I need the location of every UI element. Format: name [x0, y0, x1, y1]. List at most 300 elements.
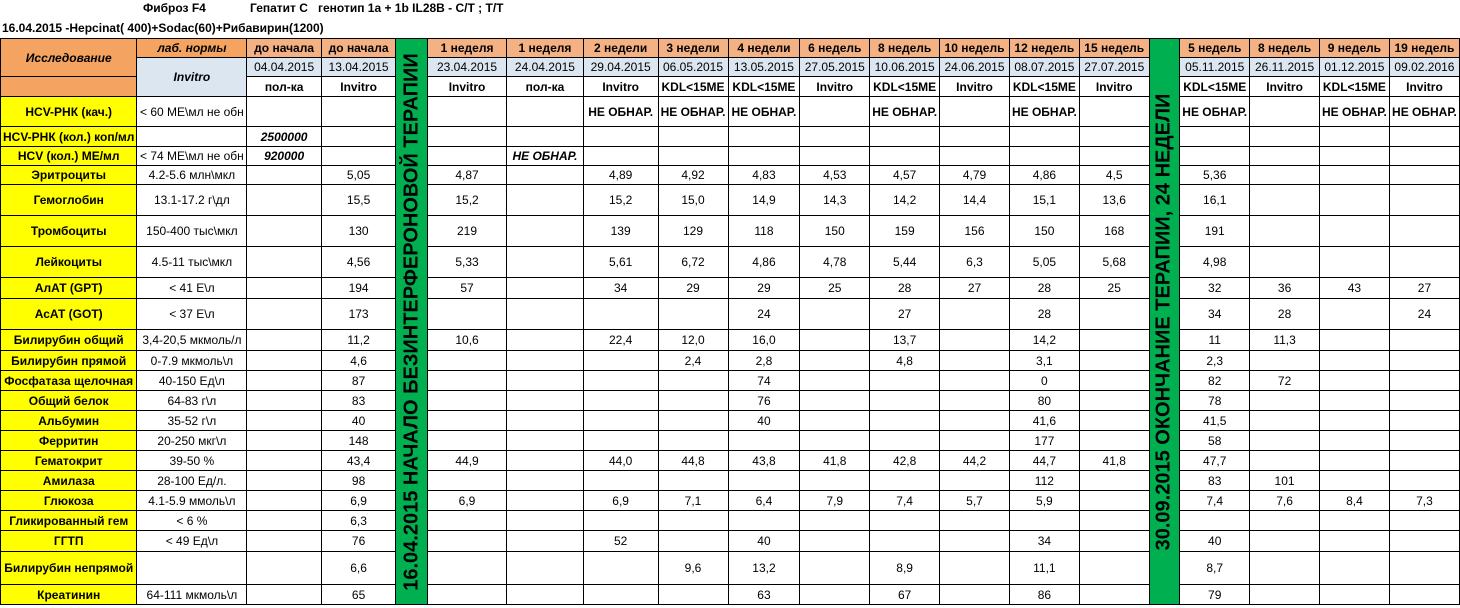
value-cell: [940, 471, 1010, 491]
value-cell: [940, 391, 1010, 411]
value-cell: 83: [321, 391, 395, 411]
value-cell: 57: [427, 278, 506, 299]
value-cell: 29: [728, 278, 800, 299]
value-cell: [321, 97, 395, 127]
lab-header: Invitro: [583, 77, 658, 97]
value-cell: [1250, 511, 1320, 531]
row-norm: < 37 Е\л: [137, 299, 247, 330]
value-cell: [1389, 451, 1459, 471]
value-cell: [1250, 166, 1320, 185]
value-cell: [658, 299, 728, 330]
value-cell: 4,83: [728, 166, 800, 185]
value-cell: [940, 531, 1010, 552]
value-cell: 34: [583, 278, 658, 299]
date-header: 29.04.2015: [583, 58, 658, 77]
value-cell: [800, 371, 870, 391]
value-cell: [1079, 471, 1149, 491]
lab-header: Invitro: [427, 77, 506, 97]
value-cell: [800, 97, 870, 127]
value-cell: [1319, 299, 1389, 330]
value-cell: 168: [1079, 216, 1149, 247]
value-cell: [1079, 531, 1149, 552]
value-cell: 5,9: [1009, 491, 1079, 511]
value-cell: [800, 411, 870, 431]
value-cell: [870, 147, 940, 166]
value-cell: 5,05: [321, 166, 395, 185]
therapy-start-label: 16.04.2015 НАЧАЛО БЕЗИНТЕРФЕРОНОВОЙ ТЕРАПИИ: [400, 52, 423, 591]
value-cell: [870, 411, 940, 431]
value-cell: [1079, 147, 1149, 166]
value-cell: [1079, 585, 1149, 605]
value-cell: [1319, 127, 1389, 147]
therapy-end-label: 30.09.2015 ОКОНЧАНИЕ ТЕРАПИИ, 24 НЕДЕЛИ: [1152, 93, 1175, 550]
value-cell: [940, 299, 1010, 330]
value-cell: [1319, 531, 1389, 552]
value-cell: 41,8: [1079, 451, 1149, 471]
value-cell: НЕ ОБНАР.: [1180, 97, 1250, 127]
therapy-start-band: [396, 39, 428, 605]
value-cell: [1180, 147, 1250, 166]
value-cell: 118: [728, 216, 800, 247]
value-cell: 16,1: [1180, 185, 1250, 216]
value-cell: 6,9: [427, 491, 506, 511]
value-cell: 219: [427, 216, 506, 247]
value-cell: НЕ ОБНАР.: [1009, 97, 1079, 127]
value-cell: 58: [1180, 431, 1250, 451]
value-cell: [1180, 127, 1250, 147]
value-cell: 47,7: [1180, 451, 1250, 471]
value-cell: [247, 330, 321, 351]
value-cell: [728, 471, 800, 491]
period-header: 2 недели: [583, 39, 658, 58]
row-label: Амилаза: [1, 471, 137, 491]
date-header: 24.06.2015: [940, 58, 1010, 77]
row-norm: < 74 МЕ\мл не обн: [137, 147, 247, 166]
value-cell: [658, 391, 728, 411]
value-cell: 173: [321, 299, 395, 330]
value-cell: [427, 531, 506, 552]
value-cell: 10,6: [427, 330, 506, 351]
value-cell: 16,0: [728, 330, 800, 351]
value-cell: 4,5: [1079, 166, 1149, 185]
value-cell: [940, 585, 1010, 605]
value-cell: [1389, 552, 1459, 585]
value-cell: [507, 531, 584, 552]
value-cell: 6,6: [321, 552, 395, 585]
value-cell: [583, 299, 658, 330]
date-header: 24.04.2015: [507, 58, 584, 77]
value-cell: [507, 330, 584, 351]
value-cell: 139: [583, 216, 658, 247]
value-cell: [1250, 552, 1320, 585]
period-header: 3 недели: [658, 39, 728, 58]
value-cell: 6,4: [728, 491, 800, 511]
value-cell: [940, 552, 1010, 585]
date-header: 27.07.2015: [1079, 58, 1149, 77]
value-cell: 129: [658, 216, 728, 247]
value-cell: 52: [583, 531, 658, 552]
value-cell: [427, 97, 506, 127]
value-cell: [507, 97, 584, 127]
value-cell: [940, 330, 1010, 351]
value-cell: 2500000: [247, 127, 321, 147]
value-cell: 87: [321, 371, 395, 391]
row-norm: 0-7.9 мкмоль\л: [137, 351, 247, 371]
value-cell: 15,5: [321, 185, 395, 216]
value-cell: 25: [800, 278, 870, 299]
value-cell: [583, 391, 658, 411]
value-cell: [507, 216, 584, 247]
value-cell: [1250, 391, 1320, 411]
row-norm: 3,4-20,5 мкмоль/л: [137, 330, 247, 351]
value-cell: [507, 491, 584, 511]
row-label: Лейкоциты: [1, 247, 137, 278]
row-label: ГГТП: [1, 531, 137, 552]
period-header: 1 неделя: [427, 39, 506, 58]
value-cell: 40: [728, 531, 800, 552]
value-cell: 41,8: [800, 451, 870, 471]
value-cell: 24: [728, 299, 800, 330]
header-genotype: генотип 1a + 1b IL28B - C/T ; T/T: [318, 1, 504, 15]
value-cell: [1079, 351, 1149, 371]
value-cell: [1319, 166, 1389, 185]
value-cell: [427, 371, 506, 391]
value-cell: [1389, 147, 1459, 166]
value-cell: [247, 491, 321, 511]
row-label: Гемоглобин: [1, 185, 137, 216]
value-cell: [427, 299, 506, 330]
period-header: 8 недель: [870, 39, 940, 58]
value-cell: 14,3: [800, 185, 870, 216]
value-cell: [1319, 351, 1389, 371]
value-cell: [800, 391, 870, 411]
value-cell: 14,2: [1009, 330, 1079, 351]
value-cell: [1079, 330, 1149, 351]
date-header: 13.05.2015: [728, 58, 800, 77]
value-cell: 40: [728, 411, 800, 431]
value-cell: 40: [1180, 531, 1250, 552]
value-cell: 67: [870, 585, 940, 605]
value-cell: 5,05: [1009, 247, 1079, 278]
row-norm: 4.2-5.6 млн\мкл: [137, 166, 247, 185]
value-cell: [583, 552, 658, 585]
value-cell: [247, 278, 321, 299]
value-cell: 44,9: [427, 451, 506, 471]
value-cell: НЕ ОБНАР.: [1319, 97, 1389, 127]
value-cell: 159: [870, 216, 940, 247]
value-cell: [1389, 391, 1459, 411]
value-cell: 5,33: [427, 247, 506, 278]
value-cell: [1250, 431, 1320, 451]
value-cell: 43,4: [321, 451, 395, 471]
value-cell: [1079, 371, 1149, 391]
value-cell: 7,4: [1180, 491, 1250, 511]
value-cell: 63: [728, 585, 800, 605]
value-cell: [1250, 247, 1320, 278]
value-cell: 7,3: [1389, 491, 1459, 511]
value-cell: [1389, 166, 1459, 185]
row-label: Билирубин общий: [1, 330, 137, 351]
value-cell: 15,2: [583, 185, 658, 216]
date-header: 05.11.2015: [1180, 58, 1250, 77]
value-cell: 8,7: [1180, 552, 1250, 585]
value-cell: 44,2: [940, 451, 1010, 471]
value-cell: 6,3: [940, 247, 1010, 278]
lab-header: Invitro: [1079, 77, 1149, 97]
value-cell: [507, 411, 584, 431]
row-norm: 39-50 %: [137, 451, 247, 471]
value-cell: 15,0: [658, 185, 728, 216]
row-norm: < 60 МЕ\мл не обн: [137, 97, 247, 127]
value-cell: [247, 391, 321, 411]
value-cell: [1389, 371, 1459, 391]
value-cell: 12,0: [658, 330, 728, 351]
value-cell: [507, 391, 584, 411]
row-norm: 13.1-17.2 г\дл: [137, 185, 247, 216]
period-header: до начала: [247, 39, 321, 58]
value-cell: [728, 147, 800, 166]
value-cell: 4,92: [658, 166, 728, 185]
value-cell: [247, 471, 321, 491]
value-cell: [800, 552, 870, 585]
value-cell: [1250, 451, 1320, 471]
lab-header: KDL<15ME: [1180, 77, 1250, 97]
period-header: 12 недель: [1009, 39, 1079, 58]
value-cell: 101: [1250, 471, 1320, 491]
value-cell: [1250, 585, 1320, 605]
value-cell: [1319, 471, 1389, 491]
value-cell: [1250, 531, 1320, 552]
value-cell: [658, 431, 728, 451]
row-label: HCV-РНК (кол.) коп/мл: [1, 127, 137, 147]
value-cell: [1009, 511, 1079, 531]
row-norm: [137, 552, 247, 585]
row-label: АсАТ (GOT): [1, 299, 137, 330]
value-cell: 112: [1009, 471, 1079, 491]
date-header: 23.04.2015: [427, 58, 506, 77]
value-cell: 4,78: [800, 247, 870, 278]
value-cell: [870, 127, 940, 147]
value-cell: [800, 299, 870, 330]
period-header: 6 недель: [800, 39, 870, 58]
value-cell: [800, 511, 870, 531]
value-cell: 28: [1250, 299, 1320, 330]
date-header: 06.05.2015: [658, 58, 728, 77]
value-cell: 13,6: [1079, 185, 1149, 216]
row-norm: < 41 Е\л: [137, 278, 247, 299]
value-cell: [1319, 185, 1389, 216]
value-cell: [507, 585, 584, 605]
invitro-header: Invitro: [137, 58, 247, 97]
value-cell: [247, 166, 321, 185]
value-cell: [1389, 127, 1459, 147]
value-cell: [1389, 431, 1459, 451]
value-cell: 14,9: [728, 185, 800, 216]
value-cell: НЕ ОБНАР.: [870, 97, 940, 127]
value-cell: 44,8: [658, 451, 728, 471]
row-label: Глюкоза: [1, 491, 137, 511]
value-cell: 4,89: [583, 166, 658, 185]
value-cell: 79: [1180, 585, 1250, 605]
value-cell: 41,5: [1180, 411, 1250, 431]
value-cell: [583, 411, 658, 431]
value-cell: 32: [1180, 278, 1250, 299]
value-cell: [583, 147, 658, 166]
row-label: Билирубин прямой: [1, 351, 137, 371]
value-cell: 72: [1250, 371, 1320, 391]
value-cell: [1319, 371, 1389, 391]
row-norm: 40-150 Ед\л: [137, 371, 247, 391]
value-cell: [1250, 185, 1320, 216]
value-cell: [507, 247, 584, 278]
value-cell: 6,9: [583, 491, 658, 511]
lab-header: Invitro: [321, 77, 395, 97]
value-cell: [1389, 351, 1459, 371]
value-cell: [658, 147, 728, 166]
value-cell: НЕ ОБНАР.: [728, 97, 800, 127]
row-norm: 28-100 Ед/л.: [137, 471, 247, 491]
value-cell: [1319, 552, 1389, 585]
value-cell: 36: [1250, 278, 1320, 299]
lab-header: KDL<15ME: [870, 77, 940, 97]
value-cell: [658, 585, 728, 605]
value-cell: [1180, 511, 1250, 531]
value-cell: [1389, 216, 1459, 247]
value-cell: 5,36: [1180, 166, 1250, 185]
value-cell: 80: [1009, 391, 1079, 411]
value-cell: [1250, 147, 1320, 166]
value-cell: 78: [1180, 391, 1250, 411]
value-cell: 4,79: [940, 166, 1010, 185]
header-therapy: 16.04.2015 -Hepcinat( 400)+Sodac(60)+Рибавирин(1200): [2, 21, 324, 35]
value-cell: [1250, 411, 1320, 431]
row-label: Гематокрит: [1, 451, 137, 471]
value-cell: 76: [321, 531, 395, 552]
value-cell: [1079, 97, 1149, 127]
value-cell: [870, 431, 940, 451]
value-cell: [658, 511, 728, 531]
lab-header: Invitro: [1250, 77, 1320, 97]
row-norm: 64-83 г\л: [137, 391, 247, 411]
value-cell: 98: [321, 471, 395, 491]
value-cell: [1250, 127, 1320, 147]
value-cell: [940, 431, 1010, 451]
value-cell: [583, 127, 658, 147]
value-cell: [1250, 351, 1320, 371]
row-norm: 35-52 г\л: [137, 411, 247, 431]
lab-header: Invitro: [940, 77, 1010, 97]
value-cell: [583, 471, 658, 491]
value-cell: [1389, 185, 1459, 216]
value-cell: [1009, 147, 1079, 166]
value-cell: [800, 431, 870, 451]
value-cell: 28: [1009, 299, 1079, 330]
value-cell: [247, 299, 321, 330]
value-cell: 11: [1180, 330, 1250, 351]
value-cell: 22,4: [583, 330, 658, 351]
value-cell: 194: [321, 278, 395, 299]
row-norm: 4.1-5.9 ммоль\л: [137, 491, 247, 511]
value-cell: 5,68: [1079, 247, 1149, 278]
value-cell: [940, 371, 1010, 391]
value-cell: 13,2: [728, 552, 800, 585]
value-cell: [940, 411, 1010, 431]
value-cell: [247, 351, 321, 371]
value-cell: [1389, 247, 1459, 278]
value-cell: 3,1: [1009, 351, 1079, 371]
lab-header: пол-ка: [507, 77, 584, 97]
row-label: Гликированный гем: [1, 511, 137, 531]
value-cell: [247, 431, 321, 451]
lab-header: пол-ка: [247, 77, 321, 97]
row-label: Фосфатаза щелочная: [1, 371, 137, 391]
value-cell: [658, 371, 728, 391]
value-cell: [1079, 391, 1149, 411]
study-header-bottom: [1, 77, 137, 97]
lab-header: KDL<15ME: [658, 77, 728, 97]
value-cell: 150: [800, 216, 870, 247]
value-cell: [800, 531, 870, 552]
period-header: 9 недель: [1319, 39, 1389, 58]
value-cell: [1079, 552, 1149, 585]
lab-header: KDL<15ME: [1009, 77, 1079, 97]
value-cell: [247, 97, 321, 127]
value-cell: 44,7: [1009, 451, 1079, 471]
value-cell: [940, 97, 1010, 127]
period-header: 8 недель: [1250, 39, 1320, 58]
value-cell: 4,87: [427, 166, 506, 185]
row-norm: 150-400 тыс\мкл: [137, 216, 247, 247]
value-cell: 177: [1009, 431, 1079, 451]
value-cell: 28: [870, 278, 940, 299]
value-cell: 25: [1079, 278, 1149, 299]
value-cell: 5,44: [870, 247, 940, 278]
value-cell: [1009, 127, 1079, 147]
value-cell: 11,3: [1250, 330, 1320, 351]
value-cell: [800, 127, 870, 147]
row-norm: < 49 Ед\л: [137, 531, 247, 552]
value-cell: [870, 371, 940, 391]
value-cell: [1389, 585, 1459, 605]
value-cell: 41,6: [1009, 411, 1079, 431]
row-norm: [137, 127, 247, 147]
period-header: 5 недель: [1180, 39, 1250, 58]
value-cell: [870, 511, 940, 531]
value-cell: [800, 147, 870, 166]
value-cell: [427, 431, 506, 451]
value-cell: [321, 147, 395, 166]
value-cell: 15,2: [427, 185, 506, 216]
value-cell: [870, 391, 940, 411]
value-cell: [728, 511, 800, 531]
value-cell: [427, 127, 506, 147]
period-header: до начала: [321, 39, 395, 58]
value-cell: [507, 127, 584, 147]
value-cell: 4,8: [870, 351, 940, 371]
value-cell: [658, 531, 728, 552]
value-cell: 4,86: [1009, 166, 1079, 185]
value-cell: [1389, 411, 1459, 431]
value-cell: 148: [321, 431, 395, 451]
value-cell: [321, 127, 395, 147]
value-cell: 82: [1180, 371, 1250, 391]
value-cell: [247, 531, 321, 552]
value-cell: [1250, 97, 1320, 127]
value-cell: НЕ ОБНАР.: [658, 97, 728, 127]
value-cell: 4,56: [321, 247, 395, 278]
value-cell: 8,9: [870, 552, 940, 585]
value-cell: [507, 471, 584, 491]
